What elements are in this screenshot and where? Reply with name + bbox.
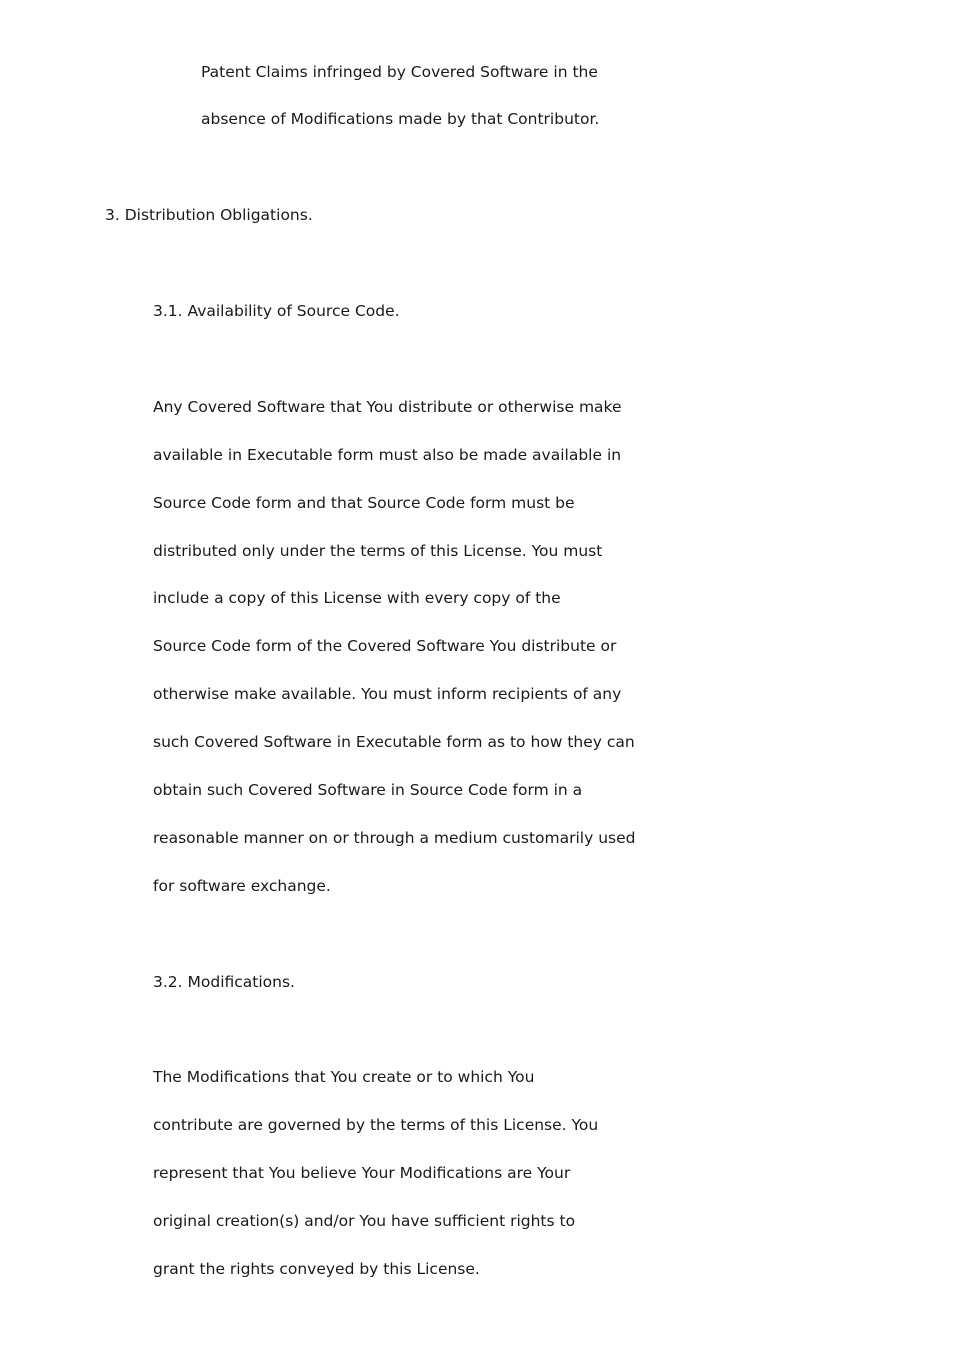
paragraph-line: include a copy of this License with every copy of the (153, 589, 561, 607)
paragraph-line: contribute are governed by the terms of this License. You (153, 1116, 599, 1134)
paragraph-line: The Modifications that You create or to which You (153, 1068, 535, 1086)
section-heading: 3. Distribution Obligations. (105, 206, 313, 224)
subsection-heading: 3.2. Modifications. (153, 973, 295, 991)
paragraph-line: such Covered Software in Executable form as to how they can (153, 733, 635, 751)
paragraph-line: obtain such Covered Software in Source Code form in a (153, 781, 583, 799)
paragraph-line: represent that You believe Your Modifications are Your (153, 1164, 571, 1182)
paragraph-line: otherwise make available. You must inform recipients of any (153, 685, 622, 703)
paragraph-line: for software exchange. (153, 877, 331, 895)
paragraph-line: Patent Claims infringed by Covered Software in the (201, 63, 598, 81)
paragraph-line: Source Code form of the Covered Software You distribute or (153, 637, 617, 655)
subsection-heading: 3.1. Availability of Source Code. (153, 302, 400, 320)
paragraph-line: absence of Modifications made by that Contributor. (201, 110, 600, 128)
paragraph-line: Source Code form and that Source Code form must be (153, 494, 575, 512)
paragraph-line: Any Covered Software that You distribute or otherwise make (153, 398, 622, 416)
paragraph-line: original creation(s) and/or You have sufficient rights to (153, 1212, 576, 1230)
paragraph-line: reasonable manner on or through a medium customarily used (153, 829, 636, 847)
paragraph-line: distributed only under the terms of this License. You must (153, 542, 603, 560)
paragraph-line: grant the rights conveyed by this License. (153, 1260, 480, 1278)
paragraph-line: available in Executable form must also be made available in (153, 446, 622, 464)
